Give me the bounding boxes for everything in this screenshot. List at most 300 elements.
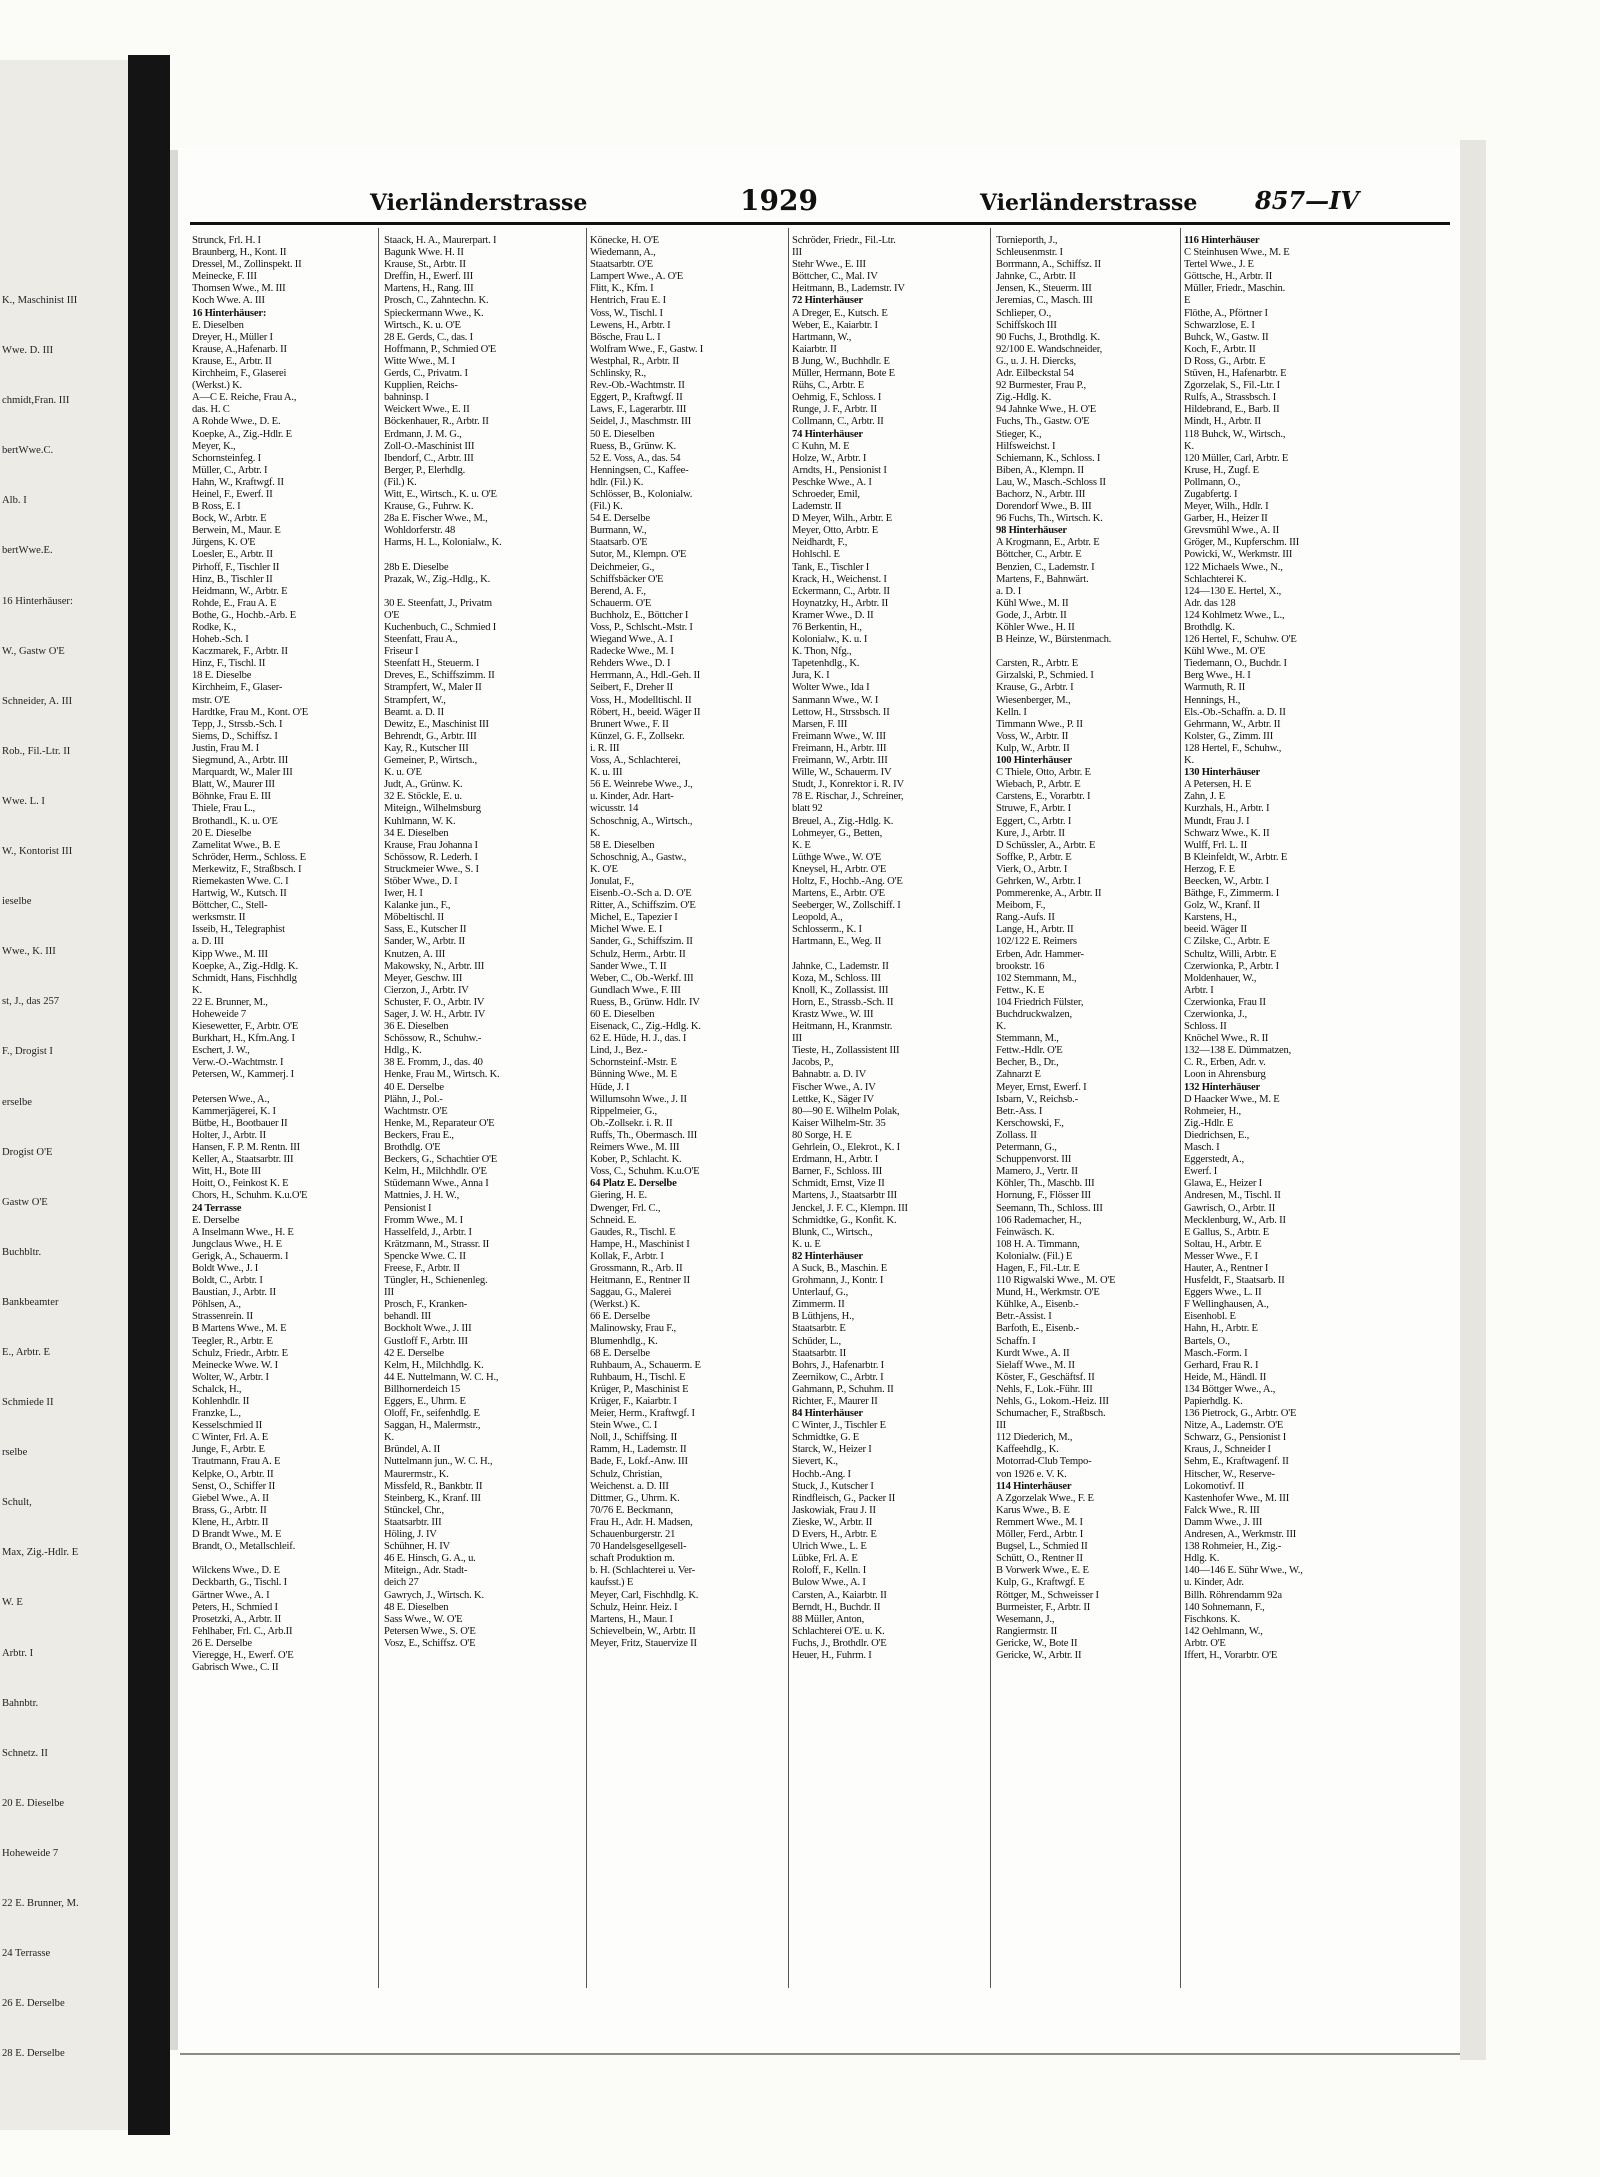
directory-entry-line: Hoheb.-Sch. I <box>192 634 249 646</box>
directory-entry-line: Kühlke, A., Eisenb.- <box>996 1299 1079 1311</box>
directory-entry-line: Kraus, J., Schneider I <box>1184 1444 1271 1456</box>
left-page-fragment-line: Max, Zig.-Hdlr. E <box>2 1547 79 1559</box>
directory-entry-line: Plähn, J., Pol.- <box>384 1093 443 1105</box>
directory-entry-line: A—C E. Reiche, Frau A., <box>192 392 297 404</box>
directory-entry-line: Böckenhauer, R., Arbtr. II <box>384 416 489 428</box>
directory-entry-line: Blatt, W., Maurer III <box>192 779 275 791</box>
directory-entry-line: Jensen, K., Steuerm. III <box>996 283 1092 295</box>
directory-entry-line: 138 Rohmeier, H., Zig.- <box>1184 1541 1282 1553</box>
directory-entry-line: 102/122 E. Reimers <box>996 936 1077 948</box>
directory-entry-line: Kühl Wwe., M. O'E <box>1184 646 1266 658</box>
directory-entry-line: Kelm, H., Milchhdlg. K. <box>384 1359 484 1371</box>
directory-entry-line: Rev.-Ob.-Wachtmstr. II <box>590 380 685 392</box>
directory-entry-line: Sievert, K., <box>792 1456 838 1468</box>
directory-entry-line: D Schüssler, A., Arbtr. E <box>996 839 1096 851</box>
directory-entry-line: Kober, P., Schlacht. K. <box>590 1154 682 1166</box>
directory-entry-line: Tapetenhdlg., K. <box>792 658 860 670</box>
directory-entry-line: A Zgorzelak Wwe., F. E <box>996 1492 1094 1504</box>
directory-entry-line: Petersen Wwe., S. O'E <box>384 1625 476 1637</box>
directory-entry-line: Sander, G., Schiffszim. II <box>590 936 693 948</box>
directory-entry-line: Ob.-Zollsekr. i. R. II <box>590 1117 673 1129</box>
directory-entry-line: Schmidt, Ernst, Vize II <box>792 1178 885 1190</box>
directory-entry-line: Wiedemann, A., <box>590 247 656 259</box>
directory-entry-line: Schössow, R., Schuhw.- <box>384 1033 482 1045</box>
directory-entry-line: Schiemann, K., Schloss. I <box>996 452 1101 464</box>
directory-entry-line: Kerschowski, F., <box>996 1117 1064 1129</box>
header-rule <box>190 222 1450 225</box>
directory-entry-line: Mund, H., Werkmstr. O'E <box>996 1287 1100 1299</box>
directory-entry-line: Strampfert, W., <box>384 694 446 706</box>
directory-entry-line: Burmeister, F., Arbtr. II <box>996 1601 1091 1613</box>
directory-entry-line: Schulz, Christian, <box>590 1468 663 1480</box>
directory-entry-line: Hartmann, E., Weg. II <box>792 936 882 948</box>
directory-entry-line <box>192 1553 372 1565</box>
directory-entry-line: Schievelbein, W., Arbtr. II <box>590 1625 696 1637</box>
directory-entry-line: C. R., Erben, Adr. v. <box>1184 1057 1266 1069</box>
directory-entry-line: hdlr. (Fil.) K. <box>590 476 644 488</box>
directory-entry-line: Knutzen, A. III <box>384 948 446 960</box>
directory-entry-line: 74 Hinterhäuser <box>792 428 863 440</box>
directory-entry-line: Maurermstr., K. <box>384 1468 449 1480</box>
directory-entry-line: Dreves, E., Schiffszimm. II <box>384 670 495 682</box>
directory-entry-line: 126 Hertel, F., Schuhw. O'E <box>1184 634 1297 646</box>
directory-entry-line: Peschke Wwe., A. I <box>792 476 872 488</box>
directory-entry-line: Harms, H. L., Kolonialw., K. <box>384 537 502 549</box>
directory-entry-line: Willumsohn Wwe., J. II <box>590 1093 687 1105</box>
directory-entry-line: u. Kinder, Adr. Hart- <box>590 791 674 803</box>
directory-entry-line: Kipp Wwe., M. III <box>192 948 268 960</box>
directory-entry-line: Lüthge Wwe., W. O'E <box>792 851 882 863</box>
directory-entry-line: B Ross, E. I <box>192 501 241 513</box>
directory-entry-line: Koza, M., Schloss. III <box>792 972 881 984</box>
directory-entry-line: Saggan, H., Malermstr., <box>384 1420 481 1432</box>
directory-entry-line: K. O'E <box>590 863 618 875</box>
directory-entry-line: Seidel, J., Maschmstr. III <box>590 416 692 428</box>
directory-entry-line: Betr.-Assist. I <box>996 1311 1052 1323</box>
directory-entry-line: Hansen, F. P. M. Rentn. III <box>192 1142 300 1154</box>
directory-entry-line: Lampert Wwe., A. O'E <box>590 271 684 283</box>
directory-entry-line: Dewitz, E., Maschinist III <box>384 718 489 730</box>
directory-entry-line: Fettw.-Hdlr. O'E <box>996 1045 1063 1057</box>
directory-entry-line: Gerds, C., Privatm. I <box>384 368 468 380</box>
directory-entry-line: Adr. das 128 <box>1184 597 1236 609</box>
directory-entry-line: Lokomotivf. II <box>1184 1480 1245 1492</box>
directory-entry-line: Arbtr. I <box>1184 984 1214 996</box>
directory-entry-line: Westphal, R., Arbtr. II <box>590 355 679 367</box>
directory-entry-line: Weichenst. a. D. III <box>590 1480 669 1492</box>
directory-entry-line: Tepp, J., Strssb.-Sch. I <box>192 718 283 730</box>
directory-entry-line: Weickert Wwe., E. II <box>384 404 470 416</box>
left-page-fragment-line: st, J., das 257 <box>2 996 60 1008</box>
directory-entry-line: Gawrych, J., Wirtsch. K. <box>384 1589 484 1601</box>
directory-entry-line: Heitmann, H., Kranmstr. <box>792 1021 893 1033</box>
directory-entry-line: Staatsarbtr. E <box>792 1323 846 1335</box>
directory-entry-line: Herzog, F. E <box>1184 863 1235 875</box>
directory-entry-line: Zig.-Hdlr. E <box>1184 1117 1234 1129</box>
directory-entry-line: Starck, W., Heizer I <box>792 1444 872 1456</box>
directory-entry-line: Merkewitz, F., Straßbsch. I <box>192 863 302 875</box>
directory-entry-line: Holze, W., Arbtr. I <box>792 452 867 464</box>
directory-entry-line: Rangiermstr. II <box>996 1625 1058 1637</box>
directory-entry-line: Dwenger, Frl. C., <box>590 1202 661 1214</box>
directory-entry-line: Henningsen, C., Kaffee- <box>590 464 689 476</box>
directory-entry-line: Eggerstedt, A., <box>1184 1154 1244 1166</box>
directory-entry-line: Jahnke, C., Arbtr. II <box>996 271 1076 283</box>
directory-entry-line: Zimmerm. II <box>792 1299 845 1311</box>
directory-entry-line: Carsten, R., Arbtr. E <box>996 658 1079 670</box>
directory-entry-line: Siegmund, A., Arbtr. III <box>192 755 289 767</box>
directory-entry-line: Krack, H., Weichenst. I <box>792 573 887 585</box>
directory-entry-line: Billhornerdeich 15 <box>384 1383 461 1395</box>
directory-entry-line: Damm Wwe., J. III <box>1184 1516 1263 1528</box>
directory-entry-line: Makowsky, N., Arbtr. III <box>384 960 485 972</box>
directory-entry-line: Unterlauf, G., <box>792 1287 849 1299</box>
directory-entry-line: Wolter Wwe., Ida I <box>792 682 870 694</box>
directory-entry-line: Chors, H., Schuhm. K.u.O'E <box>192 1190 308 1202</box>
directory-entry-line: Lademstr. II <box>792 501 842 513</box>
page-number: 857—IV <box>1255 186 1359 215</box>
left-page-fragment-line: rselbe <box>2 1447 28 1459</box>
directory-entry-line: Vierk, O., Arbtr. I <box>996 863 1068 875</box>
directory-entry-line: Radecke Wwe., M. I <box>590 646 674 658</box>
directory-entry-line: Bahnabtr. a. D. IV <box>792 1069 867 1081</box>
directory-entry-line: Rulfs, A., Strassbsch. I <box>1184 392 1277 404</box>
directory-entry-line: 16 Hinterhäuser: <box>192 307 267 319</box>
directory-entry-line: (Werkst.) K. <box>590 1299 640 1311</box>
directory-entry-line: Weber, E., Kaiarbtr. I <box>792 319 878 331</box>
directory-entry-line: Kelpke, O., Arbtr. II <box>192 1468 274 1480</box>
directory-entry-line: Carsten, A., Kaiarbtr. II <box>792 1589 887 1601</box>
directory-entry-line: Mindt, H., Arbtr. II <box>1184 416 1261 428</box>
directory-entry-line: Kaiser Wilhelm-Str. 35 <box>792 1117 886 1129</box>
directory-entry-line: Billh. Röhrendamm 92a <box>1184 1589 1282 1601</box>
directory-entry-line: F Wellinghausen, A., <box>1184 1299 1269 1311</box>
directory-entry-line: Schlinsky, R., <box>590 368 646 380</box>
directory-entry-line: Seibert, F., Dreher II <box>590 682 674 694</box>
directory-entry-line: Glawa, E., Heizer I <box>1184 1178 1262 1190</box>
directory-entry-line: Bäthge, F., Zimmerm. I <box>1184 888 1280 900</box>
directory-entry-line: Wiebach, P., Arbtr. E <box>996 779 1081 791</box>
directory-entry-line: Erben, Adr. Hammer- <box>996 948 1084 960</box>
directory-entry-line: Karus Wwe., B. E <box>996 1504 1070 1516</box>
directory-entry-line: 58 E. Dieselben <box>590 839 655 851</box>
directory-entry-line: bahninsp. I <box>384 392 429 404</box>
directory-entry-line: 20 E. Dieselbe <box>192 827 252 839</box>
directory-entry-line: Deichmeier, G., <box>590 561 655 573</box>
directory-entry-line: Garber, H., Heizer II <box>1184 513 1268 525</box>
directory-entry-line: Meyer, Geschw. III <box>384 972 463 984</box>
directory-entry-line: Kastenhofer Wwe., M. III <box>1184 1492 1290 1504</box>
directory-entry-line: Gericke, W., Arbtr. II <box>996 1649 1082 1661</box>
directory-entry-line: Neidhardt, F., <box>792 537 848 549</box>
directory-entry-line: Krüger, F., Kaiarbtr. I <box>590 1396 677 1407</box>
directory-entry-line: Schiffskoch III <box>996 319 1057 331</box>
directory-entry-line: Blunk, C., Wirtsch., <box>792 1226 873 1238</box>
directory-entry-line: B Heinze, W., Bürstenmach. <box>996 634 1112 646</box>
directory-entry-line: Beckers, G., Schachtier O'E <box>384 1154 497 1166</box>
directory-entry-line: Heitmann, E., Rentner II <box>590 1275 690 1287</box>
directory-entry-line: (Fil.) K. <box>384 476 417 488</box>
directory-entry-line: Feinwäsch. K. <box>996 1226 1055 1238</box>
directory-entry-line: Behrendt, G., Arbtr. III <box>384 730 477 742</box>
directory-entry-line: Voss, C., Schuhm. K.u.O'E <box>590 1166 700 1178</box>
directory-entry-line: Justin, Frau M. I <box>192 742 259 754</box>
directory-entry-line: Lübke, Frl. A. E <box>792 1553 858 1565</box>
directory-entry-line: Wolter, W., Arbtr. I <box>192 1371 269 1383</box>
left-page-fragment-line: W. E <box>2 1597 23 1609</box>
directory-entry-line: Gode, J., Arbtr. II <box>996 609 1067 621</box>
directory-entry-line: Zig.-Hdlg. K. <box>996 392 1052 404</box>
directory-entry-line: Loon in Ahrensburg <box>1184 1069 1266 1081</box>
directory-entry-line: von 1926 e. V. K. <box>996 1468 1067 1480</box>
directory-entry-line: Ibendorf, C., Arbtr. III <box>384 452 474 464</box>
directory-entry-line: Strampfert, W., Maler II <box>384 682 482 694</box>
directory-entry-line: Brothdlg. O'E <box>384 1142 441 1154</box>
directory-entry-line: Soltau, H., Arbtr. E <box>1184 1238 1262 1250</box>
directory-entry-line: Beamt. a. D. II <box>384 706 444 718</box>
directory-entry-line: Zeernikow, C., Arbtr. I <box>792 1371 884 1383</box>
directory-entry-line: Kneysel, H., Arbtr. O'E <box>792 863 887 875</box>
directory-entry-line: Ruhbaum, H., Tischl. E <box>590 1371 686 1383</box>
directory-entry-line: 102 Stemmann, M., <box>996 972 1077 984</box>
directory-entry-line: Czerwionka, J., <box>1184 1009 1247 1020</box>
directory-entry-line: Seemann, Th., Schloss. III <box>996 1202 1103 1214</box>
directory-entry-line: Meier, Herm., Kraftwgf. I <box>590 1408 695 1420</box>
directory-entry-line: Schröder, Friedr., Fil.-Ltr. <box>792 235 896 246</box>
directory-entry-line: Hoynatzky, H., Arbtr. II <box>792 597 889 609</box>
left-page-fragment-line: ieselbe <box>2 896 32 908</box>
left-page-fragment-line: 16 Hinterhäuser: <box>2 595 73 607</box>
directory-entry-line: Gröger, M., Kupferschm. III <box>1184 537 1300 549</box>
directory-entry-line: Kurzhals, H., Arbtr. I <box>1184 803 1270 815</box>
directory-entry-line: Möller, Ferd., Arbtr. I <box>996 1529 1084 1541</box>
column-divider <box>788 228 789 1988</box>
directory-entry-line: Eisenhobl. E <box>1184 1311 1236 1323</box>
directory-entry-line: Sass, E., Kutscher II <box>384 924 467 936</box>
directory-entry-line: Schwarzlose, E. I <box>1184 319 1255 331</box>
directory-entry-line: i. R. III <box>590 742 620 754</box>
directory-entry-line: Krause, G., Fuhrw. K. <box>384 501 474 513</box>
directory-entry-line: Gaudes, R., Tischl. E <box>590 1226 676 1238</box>
directory-entry-line: Schmidtke, G., Konfit. K. <box>792 1214 897 1226</box>
left-page-fragment-line: Gastw O'E <box>2 1196 48 1208</box>
left-page-fragment-line: erselbe <box>2 1096 32 1108</box>
directory-entry-line: 136 Pietrock, G., Arbtr. O'E <box>1184 1408 1297 1420</box>
directory-entry-line: D Meyer, Wilh., Arbtr. E <box>792 513 893 525</box>
directory-entry-line <box>996 646 1176 658</box>
directory-entry-line: Holter, J., Arbtr. II <box>192 1129 266 1141</box>
directory-entry-line: Heitmann, B., Lademstr. IV <box>792 283 905 295</box>
directory-entry-line: Steenfatt, Frau A., <box>384 634 458 646</box>
directory-entry-line: Mundt, Frau J. I <box>1184 815 1250 827</box>
directory-entry-line: Meyer, K., <box>192 440 236 452</box>
directory-entry-line: Zgorzelak, S., Fil.-Ltr. I <box>1184 380 1281 392</box>
directory-entry-line: Verw.-O.-Wachtmstr. I <box>192 1057 284 1069</box>
directory-entry-line: Berndt, H., Buchdr. II <box>792 1601 881 1613</box>
directory-entry-line: Thomsen Wwe., M. III <box>192 283 286 295</box>
directory-entry-line: Gahmann, P., Schuhm. II <box>792 1383 894 1395</box>
directory-entry-line: Schiffsbäcker O'E <box>590 573 664 585</box>
directory-entry-line: Gundlach Wwe., F. III <box>590 984 681 996</box>
directory-entry-line: Biben, A., Klempn. II <box>996 464 1084 476</box>
directory-entry-line: Giebel Wwe., A. II <box>192 1492 269 1504</box>
directory-entry-line: Sass Wwe., W. O'E <box>384 1613 463 1625</box>
directory-entry-line: 140 Sohnemann, F., <box>1184 1601 1265 1613</box>
directory-entry-line: Meyer, Wilh., Hdlr. I <box>1184 501 1269 513</box>
directory-entry-line: Gärtner Wwe., A. I <box>192 1589 270 1601</box>
directory-entry-line: 40 E. Derselbe <box>384 1081 444 1093</box>
directory-entry-line: Mattnies, J. H. W., <box>384 1190 460 1202</box>
directory-entry-line: Köhler, Th., Maschb. III <box>996 1178 1095 1190</box>
directory-entry-line: wicusstr. 14 <box>590 803 639 815</box>
directory-entry-line: Hauter, A., Rentner I <box>1184 1262 1269 1274</box>
directory-entry-line: Papierhdlg. K. <box>1184 1396 1243 1407</box>
directory-entry-line: 52 E. Voss, A., das. 54 <box>590 452 681 464</box>
directory-entry-line: Runge, J. F., Arbtr. II <box>792 404 877 416</box>
directory-entry-line: 118 Buhck, W., Wirtsch., <box>1184 428 1286 440</box>
directory-entry-line: Voss, W., Tischl. I <box>590 307 663 319</box>
directory-entry-line: Grossmann, R., Arb. II <box>590 1262 683 1274</box>
directory-entry-line: Kalanke jun., F., <box>384 900 451 912</box>
running-head-year: 1929 <box>740 184 818 217</box>
directory-entry-line: D Ross, G., Arbtr. E <box>1184 355 1266 367</box>
directory-entry-line: Rang.-Aufs. II <box>996 912 1055 924</box>
directory-entry-line: Meinecke Wwe. W. I <box>192 1359 278 1371</box>
directory-entry-line: Wiesenberger, M., <box>996 694 1071 706</box>
directory-entry-line: brookstr. 16 <box>996 960 1045 972</box>
directory-entry-line: Göttsche, H., Arbtr. II <box>1184 271 1273 283</box>
directory-entry-line <box>384 586 564 598</box>
directory-entry-line: Ruhbaum, A., Schauerm. E <box>590 1359 701 1371</box>
directory-entry-line: Meyer, Ernst, Ewerf. I <box>996 1081 1087 1093</box>
directory-entry-line: Kirchheim, F., Glaser- <box>192 682 283 694</box>
directory-entry-line: b. H. (Schlachterei u. Ver- <box>590 1565 696 1577</box>
directory-entry-line: Beckers, Frau E., <box>384 1129 454 1141</box>
directory-entry-line: 124 Kohlmetz Wwe., L., <box>1184 609 1285 621</box>
directory-entry-line: Lau, W., Masch.-Schloss II <box>996 476 1106 488</box>
directory-entry-line: Freimann Wwe., W. III <box>792 730 886 742</box>
directory-entry-line: Giering, H. E. <box>590 1190 647 1202</box>
directory-entry-line: Wulff, Frl. L. II <box>1184 839 1248 851</box>
directory-entry-line: Voss, W., Arbtr. II <box>996 730 1069 742</box>
directory-entry-line: K. <box>192 984 202 996</box>
directory-entry-line: Sielaff Wwe., M. II <box>996 1359 1075 1371</box>
directory-entry-line: Teegler, R., Arbtr. E <box>192 1335 273 1347</box>
directory-entry-line: Czerwionka, Frau II <box>1184 996 1266 1008</box>
directory-entry-line: Möbeltischl. II <box>384 912 444 924</box>
directory-entry-line: Staatsarb. O'E <box>590 537 648 549</box>
directory-entry-line: Isseib, H., Telegraphist <box>192 924 285 936</box>
directory-entry-line: Barfoth, E., Eisenb.- <box>996 1323 1079 1335</box>
directory-entry-line: 120 Müller, Carl, Arbtr. E <box>1184 452 1289 464</box>
directory-entry-line: Prosch, C., Zahntechn. K. <box>384 295 489 307</box>
directory-entry-line: Zamelitat Wwe., B. E <box>192 839 281 851</box>
directory-column-2 <box>384 235 564 1650</box>
directory-entry-line: 24 Terrasse <box>192 1202 242 1214</box>
directory-entry-line: Jacobs, P., <box>792 1057 834 1069</box>
directory-entry-line: Bachorz, N., Arbtr. III <box>996 488 1086 500</box>
left-page-fragment-line: Alb. I <box>2 495 27 507</box>
directory-entry-line: (Werkst.) K. <box>192 380 242 392</box>
directory-entry-line: Timmann Wwe., P. II <box>996 718 1083 730</box>
directory-entry-line: deich 27 <box>384 1577 419 1589</box>
directory-entry-line: Ruess, B., Grünw. K. <box>590 440 676 452</box>
directory-entry-line: Kulp, G., Kraftwgf. E <box>996 1577 1085 1589</box>
directory-entry-line: 56 E. Weinrebe Wwe., J., <box>590 779 693 791</box>
directory-entry-line: Kolonialw. (Fil.) E <box>996 1250 1073 1262</box>
directory-entry-line: 96 Fuchs, Th., Wirtsch. K. <box>996 513 1103 525</box>
directory-entry-line: K. <box>1184 755 1194 767</box>
directory-entry-line: Schuppenvorst. III <box>996 1154 1072 1166</box>
directory-entry-line: Wilckens Wwe., D. E <box>192 1565 280 1577</box>
directory-entry-line: Stuck, J., Kutscher I <box>792 1480 874 1492</box>
directory-entry-line: Dorendorf Wwe., B. III <box>996 501 1092 513</box>
directory-entry-line: 112 Diederich, M., <box>996 1432 1073 1444</box>
directory-entry-line: Schornsteinf.-Mstr. E <box>590 1057 677 1069</box>
directory-entry-line: Breuel, A., Zig.-Hdlg. K. <box>792 815 894 827</box>
directory-entry-line: Els.-Ob.-Schaffn. a. D. II <box>1184 706 1286 718</box>
directory-entry-line: (Fil.) K. <box>590 501 623 513</box>
directory-entry-line: Kolonialw., K. u. I <box>792 634 868 646</box>
directory-entry-line: Hampe, H., Maschinist I <box>590 1238 690 1250</box>
directory-entry-line: Struckmeier Wwe., S. I <box>384 863 479 875</box>
directory-entry-line: Strunck, Frl. H. I <box>192 235 261 246</box>
directory-entry-line: Tiedemann, O., Buchdr. I <box>1184 658 1287 670</box>
directory-entry-line: Schlieper, O., <box>996 307 1052 319</box>
book-gutter-fold <box>170 150 178 2050</box>
directory-entry-line: Fischkons. K. <box>1184 1613 1240 1625</box>
directory-entry-line: Zahnarzt E <box>996 1069 1041 1081</box>
directory-entry-line: Bösche, Frau L. I <box>590 331 661 343</box>
directory-entry-line: Bütbe, H., Bootbauer II <box>192 1117 288 1129</box>
directory-entry-line: Hardtke, Frau M., Kont. O'E <box>192 706 308 718</box>
directory-entry-line: Stüven, H., Hafenarbtr. E <box>1184 368 1287 380</box>
directory-entry-line: Buchdruckwalzen, <box>996 1009 1072 1020</box>
directory-entry-line: Oehmig, F., Schloss. I <box>792 392 882 404</box>
directory-entry-line: Schoschnig, A., Gastw., <box>590 851 687 863</box>
directory-entry-line: 36 E. Dieselben <box>384 1021 449 1033</box>
directory-entry-line: Schwarz, G., Pensionist I <box>1184 1432 1287 1444</box>
directory-entry-line: Schlosserm., K. I <box>792 924 862 936</box>
directory-entry-line: Rohde, E., Frau A. E <box>192 597 277 609</box>
left-page-fragment-line: bertWwe.E. <box>2 545 53 557</box>
directory-entry-line: 48 E. Dieselben <box>384 1601 449 1613</box>
directory-entry-line: 80—90 E. Wilhelm Polak, <box>792 1105 900 1117</box>
directory-entry-line: Burkhart, H., Kfm.Ang. I <box>192 1033 295 1045</box>
directory-entry-line: Steinberg, K., Kranf. III <box>384 1492 481 1504</box>
directory-entry-line: O'E <box>384 609 400 621</box>
directory-entry-line: 34 E. Dieselben <box>384 827 449 839</box>
directory-entry-line: Kramer Wwe., D. II <box>792 609 874 621</box>
directory-entry-line: Gehrken, W., Arbtr. I <box>996 875 1081 887</box>
directory-entry-line: Lind, J., Bez.- <box>590 1045 648 1057</box>
directory-entry-line: C Winter, Frl. A. E <box>192 1432 269 1444</box>
directory-entry-line: Hagen, F., Fil.-Ltr. E <box>996 1262 1080 1274</box>
directory-entry-line: Borrmann, A., Schiffsz. II <box>996 259 1101 271</box>
directory-entry-line: Beecken, W., Arbtr. I <box>1184 875 1269 887</box>
directory-entry-line: Schneid. E. <box>590 1214 637 1226</box>
directory-entry-line: Krätzmann, M., Strassr. II <box>384 1238 490 1250</box>
directory-entry-line: Müller, Hermann, Bote E <box>792 368 895 380</box>
directory-entry-line: Masch.-Form. I <box>1184 1347 1248 1359</box>
directory-entry-line: Heuer, H., Fuhrm. I <box>792 1649 872 1661</box>
directory-entry-line: Peters, H., Schmied I <box>192 1601 278 1613</box>
directory-entry-line: 132 Hinterhäuser <box>1184 1081 1260 1093</box>
directory-entry-line: 28 E. Gerds, C., das. I <box>384 331 473 343</box>
directory-entry-line: Eggert, P., Kraftwgf. II <box>590 392 683 404</box>
directory-entry-line: Loesler, E., Arbtr. II <box>192 549 273 561</box>
directory-entry-line: Burmann, W., <box>590 525 647 537</box>
